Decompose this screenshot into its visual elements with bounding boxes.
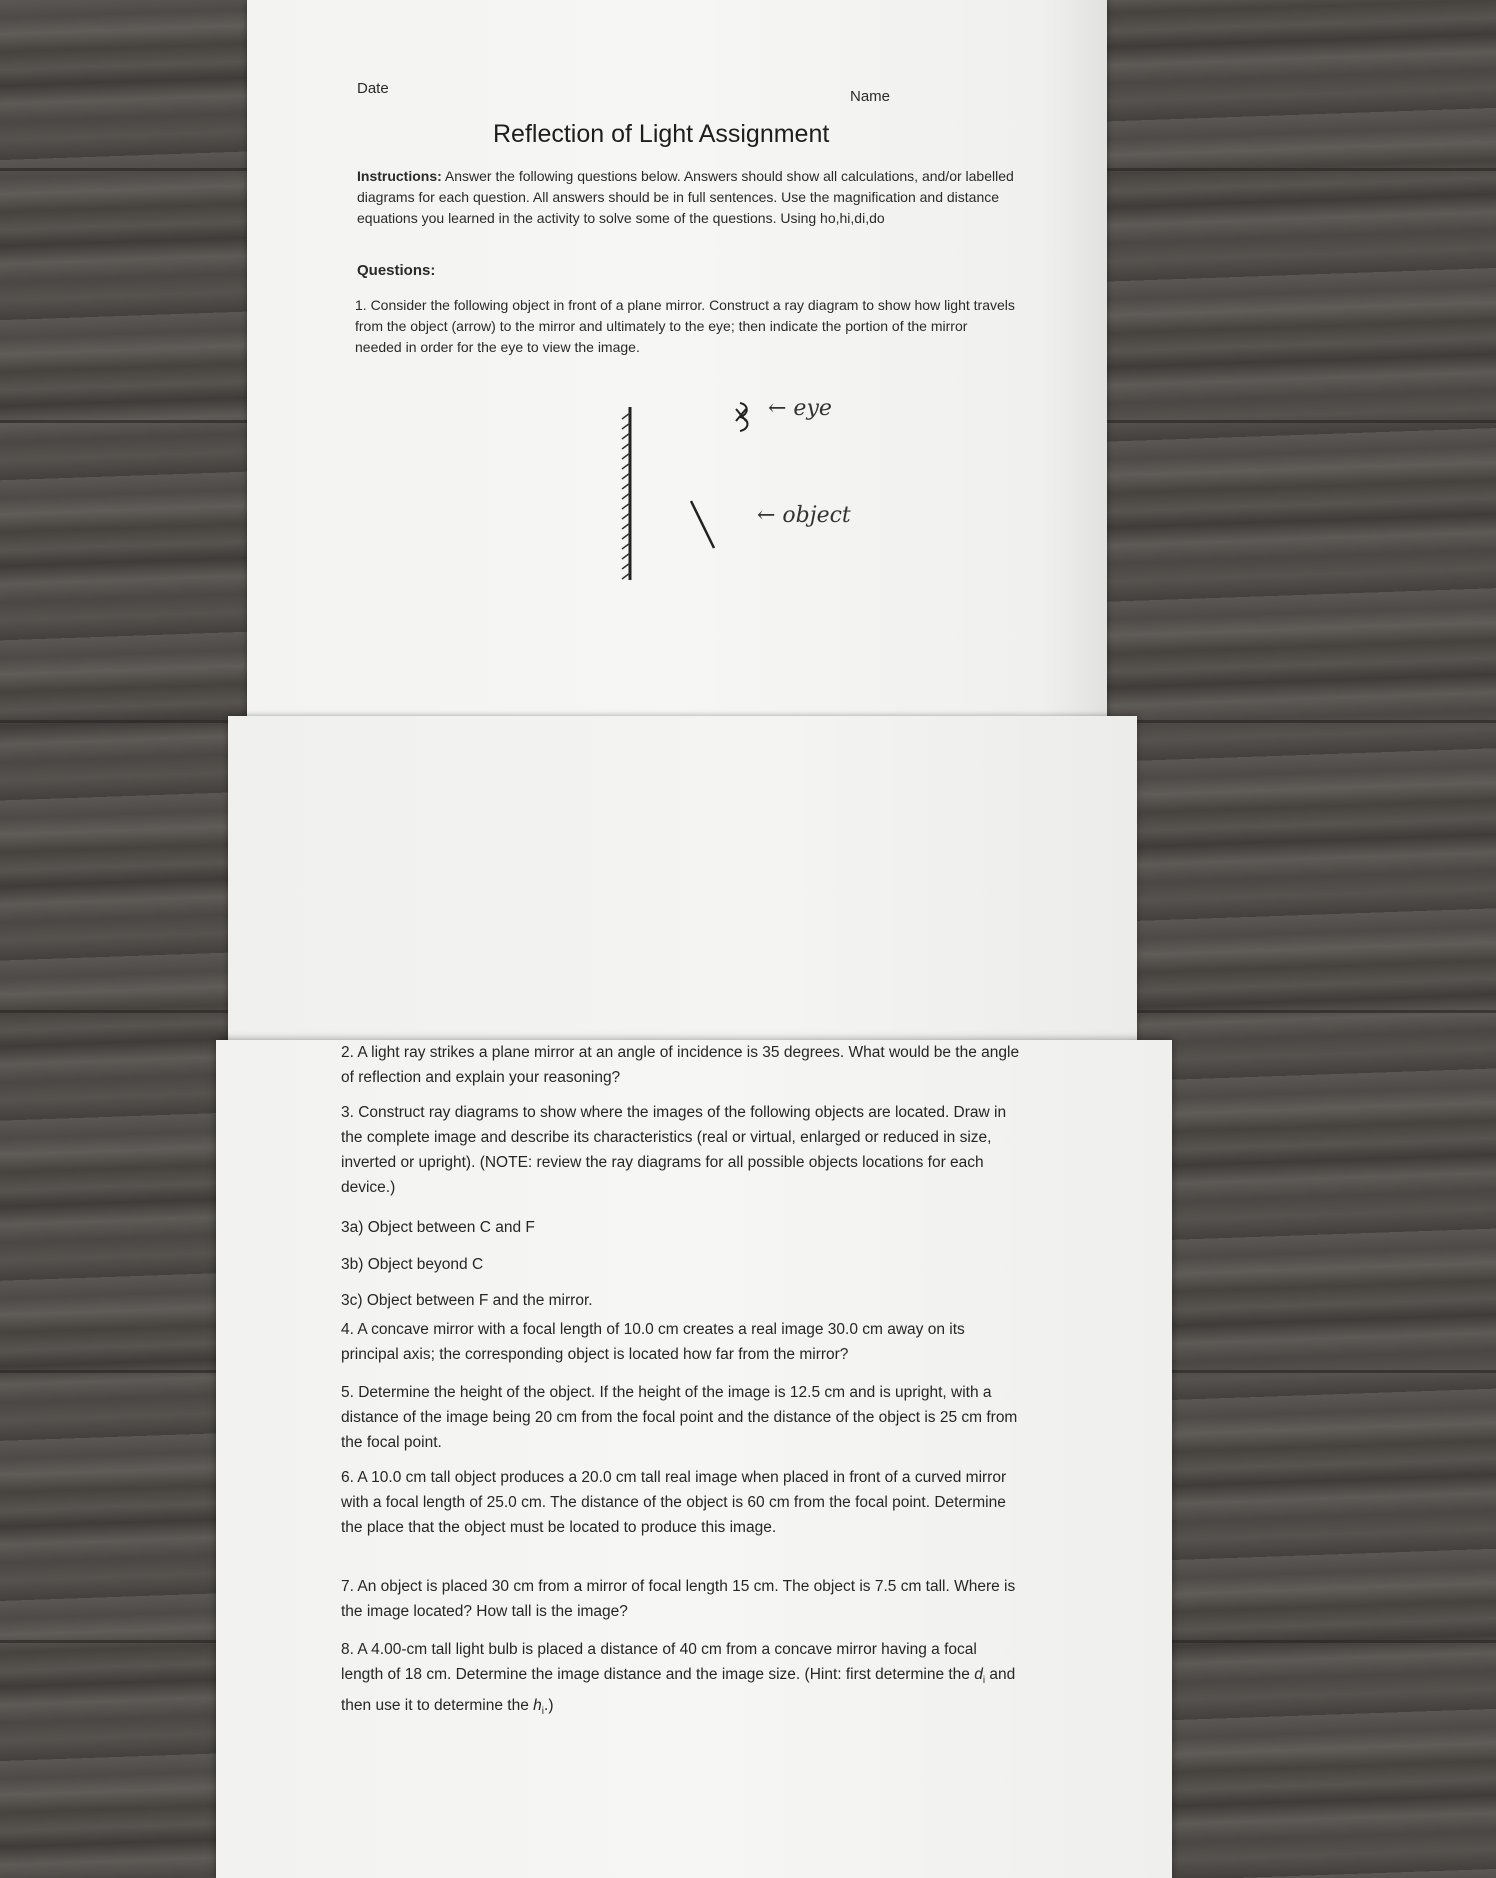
- question-1: 1. Consider the following object in front of a plane mirror. Construct a ray diagram to show how light travels from the object (arrow) to the mirror and ultimately to the eye; then indicate the portion of the mirror needed in order for the eye to view the image.: [355, 297, 1015, 355]
- variable-h: h: [533, 1697, 542, 1715]
- paper-shadow: [1040, 0, 1110, 730]
- instructions-label: Instructions:: [357, 168, 442, 184]
- question-4: 4. A concave mirror with a focal length of 10.0 cm creates a real image 30.0 cm away on its principal axis; the corresponding object is located how far from the mirror?: [341, 1321, 965, 1363]
- plane-mirror: [622, 407, 630, 580]
- name-label: Name: [850, 88, 891, 105]
- question-2: 2. A light ray strikes a plane mirror at an angle of incidence is 35 degrees. What would be the angle of reflection and explain your reasoning?: [341, 1044, 1020, 1086]
- question-5: 5. Determine the height of the object. If the height of the image is 12.5 cm and is upright, with a distance of the image being 20 cm from the focal point and the distance of the object is 25 cm from the focal point.: [341, 1384, 1018, 1451]
- plane-mirror-diagram: [600, 395, 760, 595]
- question-6: 6. A 10.0 cm tall object produces a 20.0 cm tall real image when placed in front of a curved mirror with a focal length of 25.0 cm. The distance of the object is 60 cm from the focal point. Determine the place that the object must be located to produce this image.: [341, 1469, 1007, 1536]
- eye-label: ← eye: [768, 396, 832, 421]
- subscript-i: i: [541, 1706, 545, 1718]
- variable-d: d: [974, 1666, 983, 1683]
- question-8: [341, 1637, 1021, 1724]
- page-title: Reflection of Light Assignment: [493, 120, 830, 148]
- question-7: 7. An object is placed 30 cm from a mirror of focal length 15 cm. The object is 7.5 cm tall. Where is the image located? How tall is the image?: [341, 1578, 1016, 1620]
- question-8-text: 8. A 4.00-cm tall light bulb is placed a distance of 40 cm from a concave mirror having a focal length of 18 cm. Determine the image distance and the image size. (Hint: first determine the: [341, 1641, 977, 1683]
- question-3: 3. Construct ray diagrams to show where the images of the following objects are located. Draw in the complete image and describe its characteristics (real or virtual, enlarged or reduced in size, inverted or upright). (NOTE: review the ray diagrams for all possible objects locations for each device.): [341, 1104, 1007, 1196]
- question-3b: 3b) Object beyond C: [341, 1256, 484, 1273]
- object-label: ← object: [757, 503, 851, 528]
- paper-sheet-blank: [228, 716, 1137, 1046]
- subscript-i: i: [982, 1675, 986, 1687]
- questions-heading: Questions:: [357, 262, 436, 279]
- object-arrow: [691, 501, 714, 548]
- paper-sheet-page1: [247, 0, 1107, 730]
- question-3c: 3c) Object between F and the mirror.: [341, 1292, 593, 1309]
- question-3a: 3a) Object between C and F: [341, 1219, 535, 1236]
- question-8-text: .): [544, 1697, 554, 1715]
- date-label: Date: [357, 80, 389, 97]
- question-8-text: and then use it to determine the: [341, 1666, 1016, 1715]
- instructions-paragraph: [357, 166, 1017, 229]
- instructions-text: Answer the following questions below. Answers should show all calculations, and/or labelled diagrams for each question. All answers should be in full sentences. Use the magnification and distance equations you learned in the activity to solve some of the questions. Using ho,hi,di,do: [357, 168, 1014, 226]
- eye-icon: [736, 403, 748, 431]
